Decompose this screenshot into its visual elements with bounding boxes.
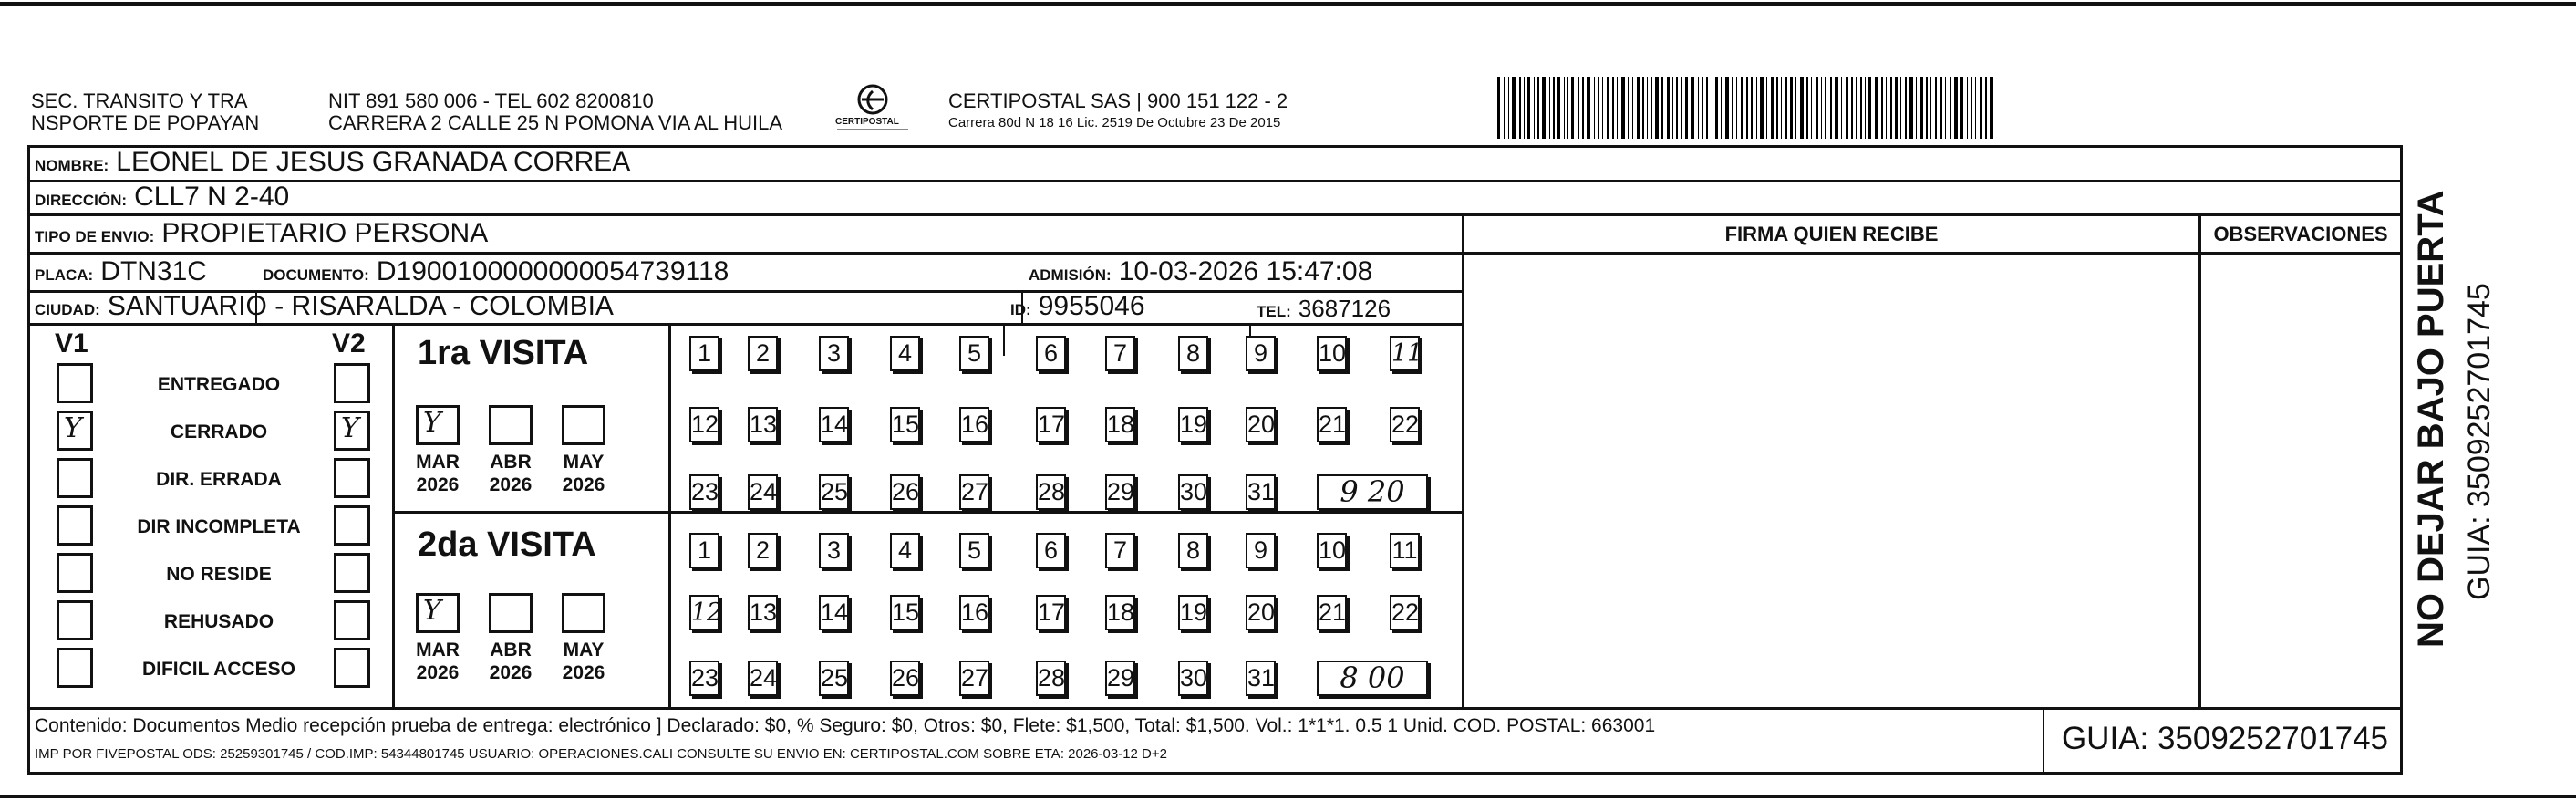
barcode-bar [1702,77,1703,139]
second-visit-day-box: 28 [1036,661,1066,696]
month-name: ABR [490,452,532,473]
barcode-bar [1571,77,1574,139]
barcode-bar [1632,77,1633,139]
side-warning: NO DEJAR BAJO PUERTA [2411,190,2451,648]
barcode-bar [1795,77,1796,139]
barcode-bar [1790,77,1793,139]
barcode-bar [1781,77,1782,139]
barcode-bar [1930,77,1931,139]
rule-right [2400,145,2403,775]
nombre-row [35,146,630,182]
id-label: ID: [1010,301,1031,318]
sender-line-2: NSPORTE DE POPAYAN [31,111,260,134]
second-visit-day-box: 29 [1105,661,1135,696]
barcode-bar [1621,77,1625,139]
month-year: 2026 [416,474,460,495]
barcode-bar [1612,77,1614,139]
barcode-bar [1655,77,1659,139]
first-visit-day-box: 25 [819,474,849,510]
barcode-bar [1578,77,1579,139]
barcode-bar [1524,77,1525,139]
license-line: Carrera 80d N 18 16 Lic. 2519 De Octubre 23 De 2015 [948,115,1281,130]
second-visit-day-box: 2 [748,533,778,568]
top-border [0,2,2576,6]
second-visit-day-box: 15 [890,595,920,630]
barcode-bar [1672,77,1673,139]
barcode-bar [1835,77,1838,139]
direccion-label: DIRECCIÓN: [35,192,128,209]
first-visit-day-box: 8 [1178,336,1208,371]
second-visit-day-box: 11 [1390,533,1420,568]
first-visit-day-box: 1 [689,336,719,371]
v2-checkbox [334,600,370,640]
first-visit-day-box: 10 [1317,336,1347,371]
v1-checkbox [57,505,93,546]
barcode-bar [1587,77,1590,139]
v1-checkbox [57,363,93,403]
barcode-bar [1527,77,1530,139]
barcode-bar [1975,77,1976,139]
first-visit-day-box: 2 [748,336,778,371]
barcode-bar [1865,77,1866,139]
barcode-bar [1886,77,1887,139]
second-visit-day-box: 13 [748,595,778,630]
barcode-bar [1504,77,1505,139]
barcode-bar [1971,77,1972,139]
first-visit-month-label [410,451,465,496]
second-visit-month-mark: Y [423,595,441,627]
first-visit-day-box: 31 [1246,474,1276,510]
ciudad-value: SANTUARIO - RISARALDA - COLOMBIA [107,291,614,321]
barcode-bar [1715,77,1718,139]
barcode-bar [1905,77,1907,139]
barcode-bar [1990,77,1993,139]
second-visit-day-box: 17 [1036,595,1066,630]
barcode-bar [1549,77,1550,139]
second-visit-time-box: 8 00 [1317,661,1428,696]
first-visit-day-box: 4 [890,336,920,371]
ciudad-label: CIUDAD: [35,301,100,318]
first-visit-day-box: 19 [1178,407,1208,442]
second-visit-month-label [556,639,611,684]
first-visit-day-box: 13 [748,407,778,442]
barcode-bar [1661,77,1663,139]
barcode-bar [1667,77,1670,139]
barcode-bar [1909,77,1913,139]
barcode-bar [1868,77,1871,139]
barcode-bar [1567,77,1568,139]
barcode-bar [1785,77,1787,139]
rule-direccion [27,213,2403,216]
second-visit-day-box: 7 [1105,533,1135,568]
status-option-label: CERRADO [170,421,268,442]
placa-value: DTN31C [100,256,207,286]
second-visit-day-box: 25 [819,661,849,696]
v2-checkbox [334,458,370,498]
barcode-bar [1721,77,1722,139]
first-visit-day-box: 12 [689,407,719,442]
barcode-bar [1594,77,1595,139]
second-visit-day-box: 9 [1246,533,1276,568]
footer-line-1: Contenido: Documentos Medio recepción prueba de entrega: electrónico ] Declarado: $0, % Seguro: $0, Otros: $0, Flete: $1,500, Total: $1,500. Vol.: 1*1*1. 0.5 1 Unid. COD. POSTAL: 663001 [35,715,1656,736]
barcode-bar [1860,77,1862,139]
month-name: MAR [416,452,460,473]
second-visit-day-box: 4 [890,533,920,568]
barcode-bar [1890,77,1892,139]
second-visit-month-checkbox [489,593,533,633]
second-visit-day-box: 27 [959,661,989,696]
barcode-bar [1642,77,1644,139]
admision-value: 10-03-2026 15:47:08 [1118,256,1373,286]
second-visit-day-box: 3 [819,533,849,568]
status-option-label: REHUSADO [163,611,274,632]
barcode-bar [1875,77,1878,139]
v2-header: V2 [332,328,366,359]
footer-line-2: IMP POR FIVEPOSTAL ODS: 25259301745 / COD.IMP: 54344801745 USUARIO: OPERACIONES.CALI CONSULTE SU ENVIO EN: CERTIPOSTAL.COM SOBRE ETA: 2026-03-12 D+2 [35,746,1167,762]
rule-bottom [27,772,2403,775]
side-guia: GUIA: 3509252701745 [2462,283,2497,600]
barcode-bar [1746,77,1748,139]
tipo-value: PROPIETARIO PERSONA [161,218,489,248]
barcode-bar [1582,77,1584,139]
rule-left [27,145,30,775]
barcode-bar [1856,77,1857,139]
barcode-bar [1851,77,1853,139]
first-visit-day-box: 20 [1246,407,1276,442]
barcode-bar [1766,77,1767,139]
documento-row [263,255,729,292]
barcode-bar [1825,77,1826,139]
barcode-bar [1519,77,1521,139]
id-row [1010,290,1145,327]
month-year: 2026 [562,474,605,495]
direccion-value: CLL7 N 2-40 [134,182,290,212]
second-visit-day-box: 22 [1390,595,1420,630]
first-visit-day-box: 11 [1390,336,1420,371]
barcode-bar [1940,77,1942,139]
second-visit-day-box: 1 [689,533,719,568]
month-year: 2026 [489,662,533,683]
nombre-label: NOMBRE: [35,157,109,174]
barcode-bar [1736,77,1737,139]
barcode-bar [1920,77,1923,139]
v2-checkbox [334,363,370,403]
first-visit-month-label [483,451,538,496]
barcode-bar [1706,77,1708,139]
observaciones-header: OBSERVACIONES [2213,223,2388,245]
admision-row [1029,255,1372,292]
second-visit-day-box: 14 [819,595,849,630]
status-option-label: DIFICIL ACCESO [141,659,295,680]
barcode-bar [1602,77,1603,139]
barcode-bar [1846,77,1848,139]
second-visit-day-box: 30 [1178,661,1208,696]
admision-label: ADMISIÓN: [1029,266,1112,284]
barcode-bar [1960,77,1963,139]
barcode-bar [1681,77,1682,139]
month-name: MAR [416,640,460,661]
v1-checkbox [57,553,93,593]
v2-mark: Y [341,412,359,444]
barcode-bar [1553,77,1555,139]
rule-month-right [668,323,671,707]
first-visit-day-box: 16 [959,407,989,442]
barcode [1497,77,2220,139]
barcode-bar [1534,77,1535,139]
barcode-bar [1800,77,1804,139]
footer-guia: GUIA: 3509252701745 [2061,721,2389,756]
barcode-bar [1537,77,1539,139]
barcode-bar [1676,77,1678,139]
first-visit-day-box: 5 [959,336,989,371]
v2-checkbox [334,505,370,546]
first-visit-day-box: 17 [1036,407,1066,442]
address-line: CARRERA 2 CALLE 25 N POMONA VIA AL HUILA [328,111,783,134]
barcode-bar [1617,77,1618,139]
first-visit-day-box: 28 [1036,474,1066,510]
barcode-bar [1954,77,1958,139]
first-visit-day-box: 6 [1036,336,1066,371]
status-option-label: DIR. ERRADA [156,469,282,490]
barcode-bar [1542,77,1546,139]
company-line: CERTIPOSTAL SAS | 900 151 122 - 2 [948,89,1288,112]
first-visit-title: 1ra VISITA [418,334,589,372]
barcode-bar [1895,77,1898,139]
barcode-bar [1497,77,1500,139]
first-visit-day-box: 21 [1317,407,1347,442]
month-year: 2026 [416,662,460,683]
second-visit-day-box: 5 [959,533,989,568]
barcode-bar [1760,77,1764,139]
first-visit-day-box: 15 [890,407,920,442]
documento-label: DOCUMENTO: [263,266,369,284]
barcode-bar [1698,77,1699,139]
tipo-label: TIPO DE ENVIO: [35,228,155,245]
month-name: MAY [563,452,605,473]
barcode-bar [1741,77,1743,139]
month-name: MAY [563,640,605,661]
barcode-bar [1732,77,1733,139]
second-visit-month-label [483,639,538,684]
rule-footer-guia-sep [2043,707,2044,774]
first-visit-day-box: 23 [689,474,719,510]
first-visit-day-box: 26 [890,474,920,510]
rule-visits [392,511,1462,514]
rule-colhead [1462,252,2403,255]
first-visit-day-box: 24 [748,474,778,510]
first-visit-day-box: 29 [1105,474,1135,510]
first-visit-time-box: 9 20 [1317,474,1428,510]
second-visit-day-box: 12 [689,595,719,630]
tel-value: 3687126 [1298,295,1391,322]
barcode-bar [1628,77,1629,139]
second-visit-day-box: 20 [1246,595,1276,630]
second-visit-day-box: 10 [1317,533,1347,568]
barcode-bar [1821,77,1822,139]
barcode-bar [1751,77,1753,139]
rule-firma-left [1462,213,1464,710]
placa-row [35,255,207,292]
second-visit-day-box: 18 [1105,595,1135,630]
barcode-bar [1691,77,1694,139]
second-visit-day-box: 31 [1246,661,1276,696]
status-option-label: ENTREGADO [157,374,281,395]
first-visit-day-box: 7 [1105,336,1135,371]
second-visit-day-box: 23 [689,661,719,696]
month-name: ABR [490,640,532,661]
id-value: 9955046 [1038,291,1145,321]
v2-checkbox [334,553,370,593]
barcode-bar [1647,77,1648,139]
first-visit-day-box: 9 [1246,336,1276,371]
tipo-row [35,217,488,254]
rule-id-sep [1003,323,1005,356]
second-visit-day-box: 24 [748,661,778,696]
tel-row [1257,292,1391,328]
v1-checkbox [57,648,93,688]
barcode-bar [1900,77,1901,139]
status-option-label: DIR INCOMPLETA [137,516,301,537]
barcode-bar [1607,77,1609,139]
month-year: 2026 [489,474,533,495]
v2-checkbox [334,648,370,688]
second-visit-month-label [410,639,465,684]
tel-label: TEL: [1257,303,1291,320]
barcode-bar [1926,77,1928,139]
first-visit-day-box: 22 [1390,407,1420,442]
second-visit-day-box: 8 [1178,533,1208,568]
barcode-bar [1841,77,1842,139]
first-visit-month-mark: Y [423,407,441,439]
logo-text: CERTIPOSTAL [835,117,899,127]
barcode-bar [1771,77,1774,139]
nit-line: NIT 891 580 006 - TEL 602 8200810 [328,89,654,112]
barcode-bar [1816,77,1818,139]
barcode-bar [1980,77,1982,139]
barcode-bar [1967,77,1968,139]
barcode-bar [1935,77,1937,139]
barcode-bar [1685,77,1688,139]
v1-header: V1 [55,328,88,359]
second-visit-day-box: 16 [959,595,989,630]
barcode-bar [1564,77,1565,139]
barcode-bar [1806,77,1808,139]
second-visit-day-box: 19 [1178,595,1208,630]
bottom-border [0,795,2576,798]
rule-status-right [392,323,395,707]
documento-value: D1900100000000054739118 [376,256,729,286]
first-visit-month-label [556,451,611,496]
direccion-row [35,181,289,217]
first-visit-day-box: 30 [1178,474,1208,510]
rule-footer [27,707,2403,710]
first-visit-month-checkbox [562,405,605,445]
barcode-bar [1945,77,1946,139]
barcode-bar [1811,77,1812,139]
nombre-value: LEONEL DE JESUS GRANADA CORREA [116,147,631,177]
first-visit-month-checkbox [489,405,533,445]
v1-checkbox [57,458,93,498]
barcode-bar [1557,77,1560,139]
v1-checkbox [57,600,93,640]
first-visit-day-box: 14 [819,407,849,442]
first-visit-day-box: 3 [819,336,849,371]
barcode-bar [1725,77,1729,139]
barcode-bar [1916,77,1917,139]
barcode-bar [1508,77,1509,139]
barcode-bar [1512,77,1516,139]
v1-mark: Y [64,412,82,444]
first-visit-day-box: 27 [959,474,989,510]
status-option-label: NO RESIDE [166,564,272,585]
barcode-bar [1830,77,1832,139]
barcode-bar [1985,77,1987,139]
month-year: 2026 [562,662,605,683]
second-visit-day-box: 21 [1317,595,1347,630]
barcode-bar [1776,77,1778,139]
barcode-bar [1637,77,1640,139]
placa-label: PLACA: [35,266,94,284]
barcode-bar [1756,77,1757,139]
barcode-bar [1651,77,1652,139]
first-visit-day-box: 18 [1105,407,1135,442]
firma-header: FIRMA QUIEN RECIBE [1724,223,1939,245]
certipostal-logo [832,82,914,135]
ciudad-row [35,290,614,327]
barcode-bar [1598,77,1599,139]
barcode-bar [1950,77,1951,139]
second-visit-day-box: 26 [890,661,920,696]
rule-obs-left [2198,213,2201,710]
sender-line-1: SEC. TRANSITO Y TRA [31,89,248,112]
second-visit-title: 2da VISITA [418,525,596,564]
second-visit-month-checkbox [562,593,605,633]
barcode-bar [1881,77,1883,139]
second-visit-day-box: 6 [1036,533,1066,568]
